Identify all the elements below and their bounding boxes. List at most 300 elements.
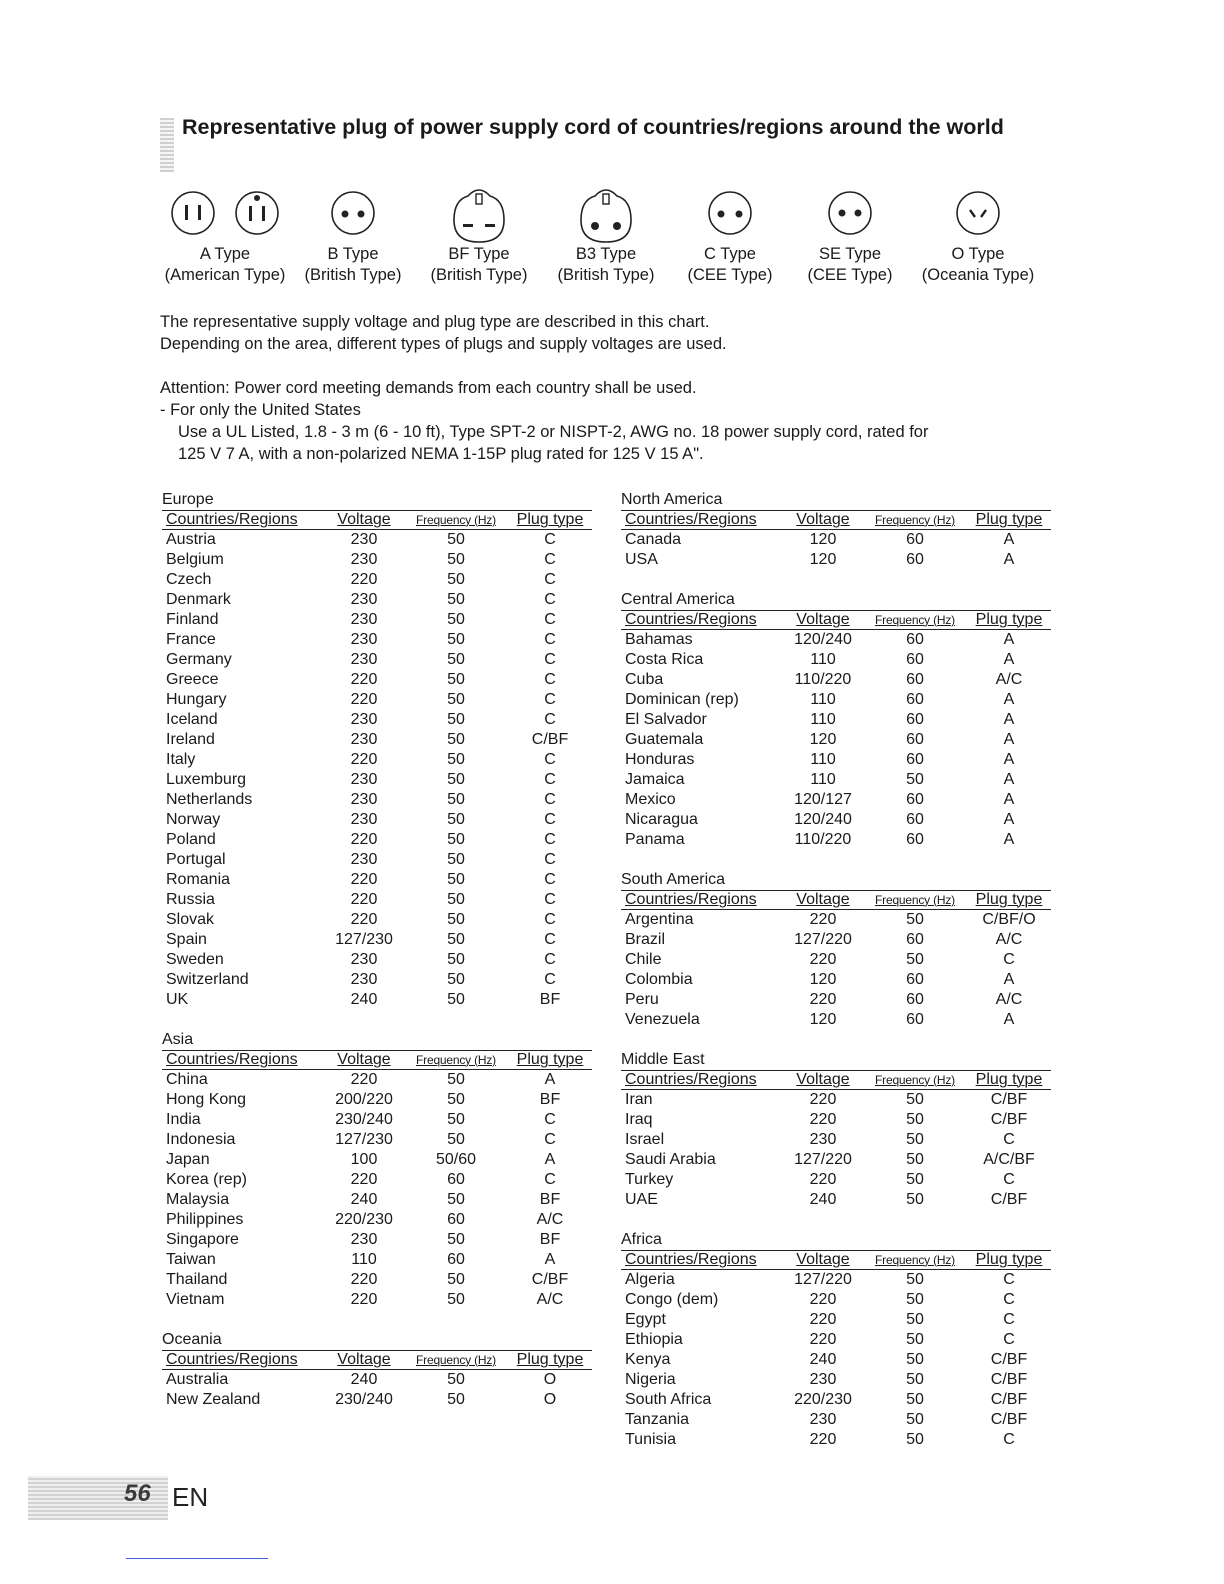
country-cell: Greece bbox=[166, 671, 219, 688]
table-row bbox=[621, 830, 1051, 850]
frequency-cell: 50 bbox=[447, 1271, 465, 1288]
column-header-plug-type bbox=[967, 1071, 1051, 1089]
table-row bbox=[621, 1130, 1051, 1150]
country-cell: Mexico bbox=[625, 791, 676, 808]
table-row bbox=[162, 1110, 592, 1130]
section-heading bbox=[160, 114, 1020, 141]
plug-type-cell: A bbox=[1003, 531, 1015, 548]
voltage-cell: 240 bbox=[809, 1191, 837, 1208]
table-row bbox=[621, 1430, 1051, 1450]
table-row bbox=[162, 650, 592, 670]
plug-type-cell: C bbox=[544, 911, 556, 928]
voltage-cell: 230 bbox=[350, 591, 378, 608]
table-row bbox=[621, 670, 1051, 690]
table-row bbox=[162, 730, 592, 750]
attention-line: - For only the United States bbox=[160, 401, 361, 419]
column-header-frequency-text: Frequency (Hz) bbox=[416, 1053, 496, 1067]
table-row bbox=[621, 970, 1051, 990]
frequency-cell: 50 bbox=[447, 811, 465, 828]
table-row bbox=[621, 1190, 1051, 1210]
table-row bbox=[621, 1170, 1051, 1190]
frequency-cell: 50 bbox=[447, 791, 465, 808]
voltage-cell: 220/230 bbox=[335, 1211, 393, 1228]
plug-type-cell: A bbox=[544, 1251, 556, 1268]
frequency-cell: 50 bbox=[447, 971, 465, 988]
column-header-voltage bbox=[324, 1051, 404, 1069]
table-row bbox=[162, 910, 592, 930]
plug-type-cell: A/C bbox=[995, 671, 1023, 688]
country-cell: Portugal bbox=[166, 851, 226, 868]
plug-type-cell: C bbox=[544, 811, 556, 828]
country-cell: Colombia bbox=[625, 971, 693, 988]
frequency-cell: 50 bbox=[906, 1191, 924, 1208]
frequency-cell: 50 bbox=[906, 1151, 924, 1168]
frequency-cell: 50 bbox=[447, 1131, 465, 1148]
country-cell: Israel bbox=[625, 1131, 665, 1148]
column-header-voltage bbox=[783, 611, 863, 629]
country-cell: Chile bbox=[625, 951, 662, 968]
country-cell: France bbox=[166, 631, 216, 648]
plug-type-cell: A bbox=[1003, 831, 1015, 848]
country-cell: Russia bbox=[166, 891, 215, 908]
table-header bbox=[621, 890, 1051, 910]
plug-type-desc: (British Type) bbox=[557, 266, 655, 284]
table-row bbox=[621, 1310, 1051, 1330]
plug-type-cell: C/BF bbox=[990, 1111, 1028, 1128]
column-header-plug-type-text: Plug type bbox=[516, 511, 584, 528]
country-cell: Iran bbox=[625, 1091, 653, 1108]
voltage-cell: 230 bbox=[350, 531, 378, 548]
frequency-cell: 50 bbox=[447, 1291, 465, 1308]
frequency-cell: 60 bbox=[906, 691, 924, 708]
column-header-voltage-text: Voltage bbox=[796, 611, 850, 628]
frequency-cell: 60 bbox=[906, 711, 924, 728]
country-cell: UAE bbox=[625, 1191, 658, 1208]
plug-b-type-icon bbox=[323, 186, 383, 238]
frequency-cell: 50 bbox=[906, 1351, 924, 1368]
table-row bbox=[162, 1170, 592, 1190]
voltage-cell: 110/220 bbox=[794, 671, 852, 688]
plug-type-cell: A/C bbox=[995, 991, 1023, 1008]
plug-type-desc: (Oceania Type) bbox=[921, 266, 1035, 284]
plug-b3-type bbox=[541, 186, 671, 286]
plug-type-cell: A bbox=[544, 1071, 556, 1088]
plug-type-cell: C bbox=[544, 1171, 556, 1188]
table-row bbox=[621, 690, 1051, 710]
intro-line: The representative supply voltage and plug type are described in this chart. bbox=[160, 313, 710, 331]
column-header-country-text: Countries/Regions bbox=[625, 1251, 757, 1268]
plug-type-desc: (CEE Type) bbox=[687, 266, 773, 284]
table-header bbox=[621, 1070, 1051, 1090]
voltage-cell: 200/220 bbox=[335, 1091, 393, 1108]
country-cell: Poland bbox=[166, 831, 216, 848]
frequency-cell: 60 bbox=[906, 531, 924, 548]
table-row bbox=[162, 1270, 592, 1290]
country-cell: Sweden bbox=[166, 951, 224, 968]
voltage-cell: 110 bbox=[351, 1251, 377, 1268]
plug-type-label: B Type bbox=[327, 245, 379, 263]
plug-type-desc: (CEE Type) bbox=[807, 266, 893, 284]
table-row bbox=[621, 650, 1051, 670]
column-header-country-text: Countries/Regions bbox=[166, 511, 298, 528]
country-cell: Congo (dem) bbox=[625, 1291, 719, 1308]
voltage-cell: 220 bbox=[809, 911, 837, 928]
plug-type-label: BF Type bbox=[448, 245, 510, 263]
frequency-cell: 50 bbox=[447, 751, 465, 768]
voltage-cell: 220 bbox=[350, 831, 378, 848]
column-header-plug-type bbox=[508, 511, 592, 529]
column-header-voltage-text: Voltage bbox=[337, 511, 391, 528]
plug-type-cell: A bbox=[1003, 711, 1015, 728]
country-cell: Malaysia bbox=[166, 1191, 230, 1208]
plug-type-cell: C bbox=[1003, 1331, 1015, 1348]
frequency-cell: 50 bbox=[447, 911, 465, 928]
frequency-cell: 60 bbox=[906, 751, 924, 768]
column-header-country bbox=[621, 511, 783, 529]
voltage-cell: 220 bbox=[809, 1111, 837, 1128]
plug-type-cell: C/BF bbox=[990, 1091, 1028, 1108]
column-header-voltage-text: Voltage bbox=[796, 1251, 850, 1268]
table-header bbox=[162, 1050, 592, 1070]
plug-type-cell: C bbox=[1003, 1291, 1015, 1308]
frequency-cell: 60 bbox=[906, 791, 924, 808]
attention-line: 125 V 7 A, with a non-polarized NEMA 1-15P plug rated for 125 V 15 A". bbox=[178, 445, 704, 463]
plug-type-cell: C bbox=[544, 651, 556, 668]
country-cell: Iceland bbox=[166, 711, 218, 728]
voltage-cell: 120/127 bbox=[794, 791, 852, 808]
region-table-oceania bbox=[162, 1330, 592, 1410]
column-header-plug-type bbox=[508, 1051, 592, 1069]
plug-type-cell: C bbox=[544, 691, 556, 708]
plug-type-cell: O bbox=[543, 1391, 557, 1408]
frequency-cell: 50 bbox=[447, 591, 465, 608]
plug-type-cell: C bbox=[544, 851, 556, 868]
frequency-cell: 50 bbox=[447, 711, 465, 728]
table-row bbox=[162, 930, 592, 950]
plug-type-cell: C/BF bbox=[990, 1351, 1028, 1368]
table-header bbox=[162, 1350, 592, 1370]
region-name: Africa bbox=[621, 1231, 662, 1248]
frequency-cell: 50 bbox=[906, 1111, 924, 1128]
column-header-country bbox=[621, 1071, 783, 1089]
table-row bbox=[162, 990, 592, 1010]
column-header-country-text: Countries/Regions bbox=[625, 1071, 757, 1088]
plug-type-label: C Type bbox=[704, 245, 756, 263]
voltage-cell: 230 bbox=[350, 611, 378, 628]
column-header-plug-type-text: Plug type bbox=[975, 511, 1043, 528]
region-name: Oceania bbox=[162, 1331, 222, 1348]
frequency-cell: 50 bbox=[906, 1431, 924, 1448]
plug-type-cell: C bbox=[1003, 1271, 1015, 1288]
plug-type-cell: A/C/BF bbox=[983, 1151, 1035, 1168]
column-header-voltage-text: Voltage bbox=[796, 891, 850, 908]
country-cell: Kenya bbox=[625, 1351, 671, 1368]
plug-type-cell: C/BF bbox=[990, 1371, 1028, 1388]
frequency-cell: 60 bbox=[906, 931, 924, 948]
plug-type-cell: C bbox=[544, 571, 556, 588]
voltage-cell: 220/230 bbox=[794, 1391, 852, 1408]
plug-type-cell: A bbox=[1003, 691, 1015, 708]
frequency-cell: 50 bbox=[906, 951, 924, 968]
column-header-plug-type bbox=[967, 891, 1051, 909]
country-cell: Costa Rica bbox=[625, 651, 704, 668]
voltage-cell: 230 bbox=[350, 951, 378, 968]
country-cell: Netherlands bbox=[166, 791, 253, 808]
column-header-plug-type-text: Plug type bbox=[975, 611, 1043, 628]
frequency-cell: 60 bbox=[906, 811, 924, 828]
country-cell: El Salvador bbox=[625, 711, 707, 728]
frequency-cell: 50 bbox=[447, 551, 465, 568]
voltage-cell: 220 bbox=[809, 951, 837, 968]
table-row bbox=[162, 850, 592, 870]
bottom-rule bbox=[126, 1558, 268, 1559]
frequency-cell: 60 bbox=[447, 1251, 465, 1268]
country-cell: Panama bbox=[625, 831, 685, 848]
column-header-voltage bbox=[783, 891, 863, 909]
plug-type-cell: A bbox=[1003, 791, 1015, 808]
plug-c-type-icon bbox=[700, 186, 760, 238]
plug-se-type-icon bbox=[820, 186, 880, 238]
country-cell: Philippines bbox=[166, 1211, 244, 1228]
frequency-cell: 50 bbox=[447, 611, 465, 628]
table-row bbox=[162, 630, 592, 650]
page-title: Representative plug of power supply cord of countries/regions around the world bbox=[182, 115, 1004, 139]
column-header-voltage bbox=[324, 511, 404, 529]
column-header-frequency bbox=[863, 511, 967, 529]
frequency-cell: 50 bbox=[906, 1171, 924, 1188]
country-cell: Nicaragua bbox=[625, 811, 698, 828]
voltage-cell: 230 bbox=[350, 811, 378, 828]
plug-type-cell: C/BF bbox=[990, 1391, 1028, 1408]
frequency-cell: 50 bbox=[447, 951, 465, 968]
table-row bbox=[621, 790, 1051, 810]
plug-type-cell: BF bbox=[539, 1231, 561, 1248]
plug-type-cell: A/C bbox=[536, 1291, 564, 1308]
plug-type-cell: C bbox=[544, 951, 556, 968]
table-row bbox=[162, 550, 592, 570]
table-row bbox=[162, 1130, 592, 1150]
region-name: Asia bbox=[162, 1031, 194, 1048]
table-row bbox=[621, 930, 1051, 950]
country-cell: Vietnam bbox=[166, 1291, 225, 1308]
country-cell: Australia bbox=[166, 1371, 229, 1388]
frequency-cell: 50 bbox=[447, 531, 465, 548]
plug-type-cell: C bbox=[544, 891, 556, 908]
frequency-cell: 60 bbox=[447, 1171, 465, 1188]
column-header-voltage bbox=[783, 1071, 863, 1089]
column-header-plug-type bbox=[508, 1351, 592, 1369]
voltage-cell: 230 bbox=[350, 791, 378, 808]
frequency-cell: 60 bbox=[906, 971, 924, 988]
region-name: Europe bbox=[162, 491, 214, 508]
column-header-plug-type-text: Plug type bbox=[975, 1071, 1043, 1088]
attention-line: Attention: Power cord meeting demands from each country shall be used. bbox=[160, 379, 697, 397]
plug-type-cell: C bbox=[544, 611, 556, 628]
plug-type-desc: (British Type) bbox=[304, 266, 402, 284]
column-header-voltage bbox=[783, 511, 863, 529]
frequency-cell: 60 bbox=[906, 1011, 924, 1028]
table-row bbox=[162, 950, 592, 970]
column-header-plug-type-text: Plug type bbox=[516, 1051, 584, 1068]
plug-type-cell: C/BF bbox=[990, 1411, 1028, 1428]
page-number: 56 bbox=[124, 1480, 151, 1507]
voltage-cell: 127/230 bbox=[335, 1131, 393, 1148]
country-cell: Austria bbox=[166, 531, 216, 548]
table-row bbox=[162, 870, 592, 890]
column-header-frequency bbox=[404, 1051, 508, 1069]
voltage-cell: 230 bbox=[350, 1231, 378, 1248]
table-row bbox=[162, 830, 592, 850]
region-name: Middle East bbox=[621, 1051, 705, 1068]
plug-type-cell: C bbox=[1003, 1131, 1015, 1148]
column-header-plug-type-text: Plug type bbox=[975, 891, 1043, 908]
column-header-country-text: Countries/Regions bbox=[166, 1351, 298, 1368]
table-row bbox=[162, 770, 592, 790]
plug-type-cell: BF bbox=[539, 1091, 561, 1108]
voltage-cell: 230 bbox=[350, 631, 378, 648]
voltage-cell: 220 bbox=[350, 571, 378, 588]
plug-a-type-icon bbox=[165, 186, 285, 238]
country-cell: Jamaica bbox=[625, 771, 685, 788]
region-name: South America bbox=[621, 871, 726, 888]
country-cell: Ireland bbox=[166, 731, 215, 748]
country-cell: Venezuela bbox=[625, 1011, 700, 1028]
column-header-plug-type bbox=[967, 611, 1051, 629]
column-header-voltage-text: Voltage bbox=[796, 511, 850, 528]
plug-type-cell: A bbox=[1003, 971, 1015, 988]
voltage-cell: 220 bbox=[350, 671, 378, 688]
plug-type-cell: C bbox=[544, 1111, 556, 1128]
plug-type-cell: C bbox=[1003, 1171, 1015, 1188]
table-header bbox=[621, 610, 1051, 630]
plug-bf-type-icon bbox=[444, 186, 514, 246]
country-cell: UK bbox=[166, 991, 189, 1008]
voltage-cell: 127/220 bbox=[794, 1271, 852, 1288]
plug-type-label: O Type bbox=[951, 245, 1005, 263]
plug-type-cell: A bbox=[1003, 731, 1015, 748]
voltage-cell: 220 bbox=[809, 1171, 837, 1188]
voltage-cell: 240 bbox=[350, 1191, 378, 1208]
frequency-cell: 50 bbox=[447, 1071, 465, 1088]
voltage-cell: 220 bbox=[350, 1271, 378, 1288]
table-row bbox=[162, 610, 592, 630]
country-cell: China bbox=[166, 1071, 208, 1088]
voltage-cell: 220 bbox=[809, 1431, 837, 1448]
voltage-cell: 230/240 bbox=[335, 1111, 393, 1128]
frequency-cell: 50 bbox=[447, 631, 465, 648]
country-cell: Hong Kong bbox=[166, 1091, 247, 1108]
plug-o-type bbox=[913, 186, 1043, 286]
table-header bbox=[621, 510, 1051, 530]
table-row bbox=[162, 1390, 592, 1410]
frequency-cell: 50/60 bbox=[435, 1151, 477, 1168]
plug-type-cell: A bbox=[1003, 811, 1015, 828]
voltage-cell: 230 bbox=[809, 1411, 837, 1428]
country-cell: Canada bbox=[625, 531, 682, 548]
plug-type-cell: C bbox=[544, 531, 556, 548]
table-row bbox=[162, 710, 592, 730]
plug-type-cell: A bbox=[1003, 771, 1015, 788]
country-cell: Guatemala bbox=[625, 731, 704, 748]
attention-line: Use a UL Listed, 1.8 - 3 m (6 - 10 ft), Type SPT-2 or NISPT-2, AWG no. 18 power supply cord, rated for bbox=[178, 423, 929, 441]
column-header-country bbox=[621, 1251, 783, 1269]
voltage-cell: 230 bbox=[350, 771, 378, 788]
voltage-cell: 230 bbox=[350, 971, 378, 988]
table-row bbox=[621, 1330, 1051, 1350]
column-header-frequency bbox=[863, 611, 967, 629]
country-cell: Argentina bbox=[625, 911, 694, 928]
plug-type-cell: C bbox=[544, 791, 556, 808]
column-header-frequency bbox=[863, 1251, 967, 1269]
region-table-south-america bbox=[621, 870, 1051, 1030]
table-row bbox=[621, 750, 1051, 770]
frequency-cell: 60 bbox=[906, 671, 924, 688]
region-table-north-america bbox=[621, 490, 1051, 570]
region-name: Central America bbox=[621, 591, 735, 608]
plug-type-desc: (American Type) bbox=[164, 266, 286, 284]
voltage-cell: 110 bbox=[810, 751, 836, 768]
country-cell: Taiwan bbox=[166, 1251, 216, 1268]
country-cell: Romania bbox=[166, 871, 231, 888]
table-row bbox=[621, 1150, 1051, 1170]
column-header-country bbox=[162, 1051, 324, 1069]
column-header-frequency bbox=[863, 1071, 967, 1089]
plug-type-cell: C bbox=[544, 771, 556, 788]
table-row bbox=[162, 1090, 592, 1110]
country-cell: Singapore bbox=[166, 1231, 239, 1248]
column-header-voltage bbox=[324, 1351, 404, 1369]
table-row bbox=[621, 1290, 1051, 1310]
table-header bbox=[621, 1250, 1051, 1270]
plug-type-cell: BF bbox=[539, 991, 561, 1008]
plug-a-type bbox=[160, 186, 290, 286]
column-header-frequency-text: Frequency (Hz) bbox=[875, 513, 955, 527]
plug-type-label: SE Type bbox=[818, 245, 882, 263]
region-table-europe bbox=[162, 490, 592, 1010]
table-row bbox=[162, 970, 592, 990]
plug-type-cell: A bbox=[1003, 1011, 1015, 1028]
frequency-cell: 50 bbox=[447, 571, 465, 588]
frequency-cell: 50 bbox=[906, 1311, 924, 1328]
frequency-cell: 60 bbox=[906, 551, 924, 568]
table-row bbox=[162, 570, 592, 590]
table-row bbox=[621, 1270, 1051, 1290]
country-cell: Slovak bbox=[166, 911, 215, 928]
voltage-cell: 120/240 bbox=[794, 811, 852, 828]
column-header-country-text: Countries/Regions bbox=[625, 611, 757, 628]
frequency-cell: 50 bbox=[447, 1391, 465, 1408]
table-row bbox=[621, 1370, 1051, 1390]
voltage-cell: 230 bbox=[350, 651, 378, 668]
frequency-cell: 50 bbox=[447, 1371, 465, 1388]
country-cell: Finland bbox=[166, 611, 219, 628]
table-row bbox=[162, 1370, 592, 1390]
column-header-frequency bbox=[404, 511, 508, 529]
voltage-cell: 240 bbox=[350, 1371, 378, 1388]
column-header-frequency-text: Frequency (Hz) bbox=[416, 513, 496, 527]
voltage-cell: 220 bbox=[350, 871, 378, 888]
intro-line: Depending on the area, different types of plugs and supply voltages are used. bbox=[160, 335, 727, 353]
table-row bbox=[162, 790, 592, 810]
plug-b-type bbox=[288, 186, 418, 286]
table-row bbox=[621, 910, 1051, 930]
plug-type-cell: C bbox=[544, 751, 556, 768]
frequency-cell: 50 bbox=[906, 911, 924, 928]
country-cell: Tunisia bbox=[625, 1431, 676, 1448]
intro-paragraph bbox=[160, 311, 727, 355]
country-cell: Bahamas bbox=[625, 631, 693, 648]
country-cell: Cuba bbox=[625, 671, 664, 688]
